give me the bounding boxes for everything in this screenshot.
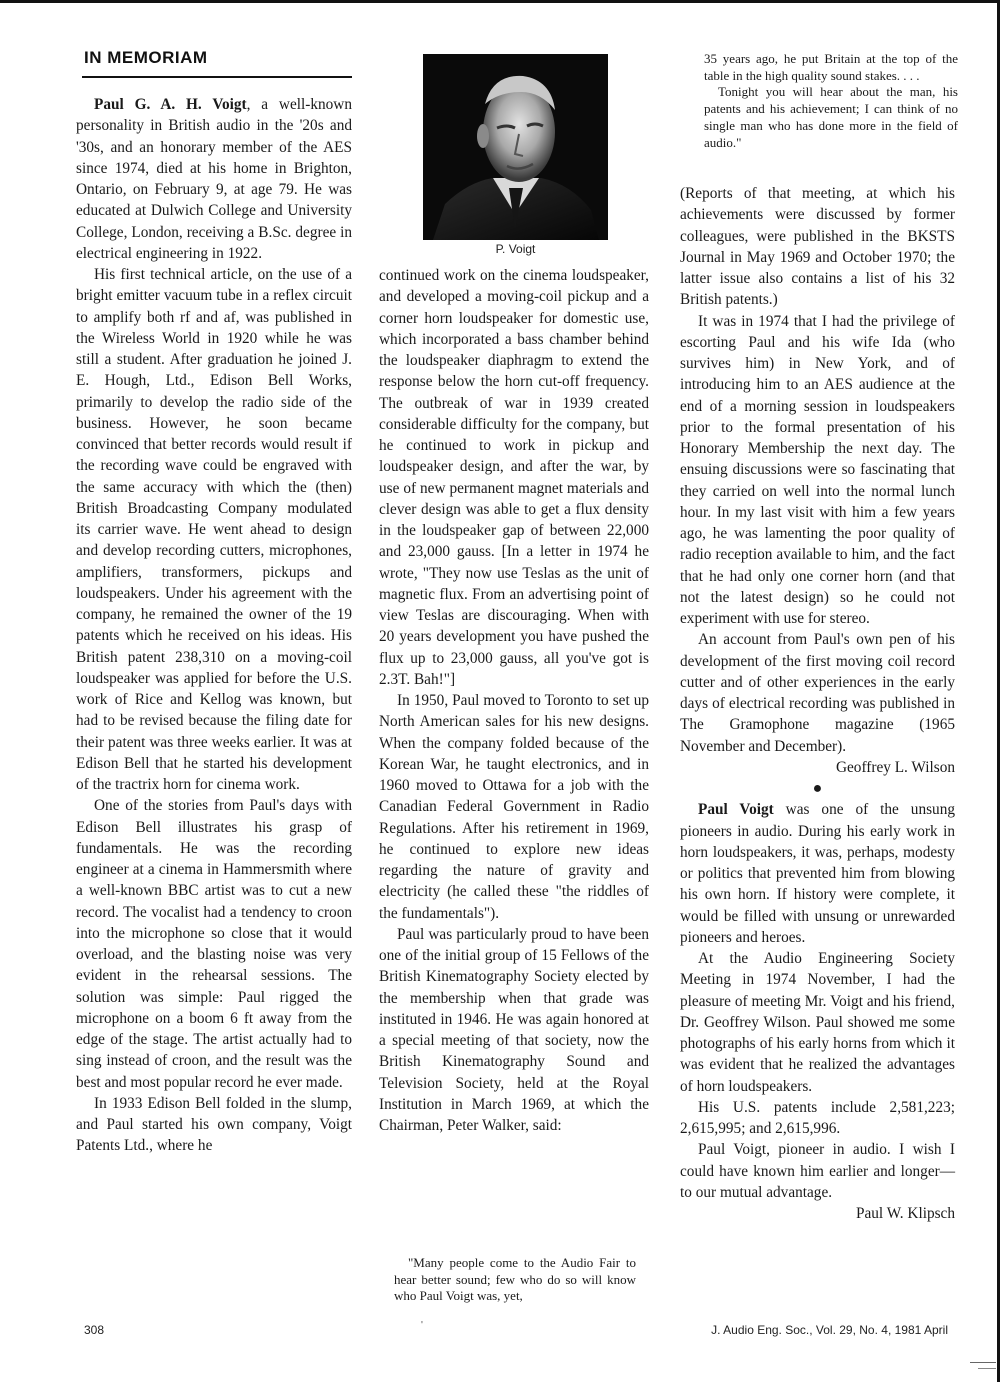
paragraph-unsung: Paul Voigt was one of the unsung pioneers in audio. During his early work in horn loudspeakers, it was, perhaps, modesty or politics that prevented him from blowing his own horn. If history were complete, it would be filled with unsung or unrewarded pioneers and heroes. xyxy=(680,801,955,946)
paragraph-continued: continued work on the cinema loudspeaker, and developed a moving-coil pickup and a corner horn loudspeaker for domestic use, which incorporated a bass chamber behind the loudspeaker diaphragm to extend the response below the horn cut-off frequency. The outbreak of war in 1939 created considerable difficulty for the company, but he continued to work in pickup and loudspeaker design, and after the war, by use of new permanent magnet materials and clever design was able to get a flux density in the loudspeaker gap of between 22,000 and 23,000 gauss. [In a letter in 1974 he wrote, "They now use Teslas as the unit of magnetic flux. From an advertising point of view Teslas are discouraging. When with 20 years development you have pushed the flux up to 23,000 gauss, all you've got is 2.3T. Bah!"] xyxy=(379,267,649,688)
paragraph-escort: It was in 1974 that I had the privilege of escorting Paul and his wife Ida (who survives him) in New York, and of introducing him to an AES audience at the end of a morning session in loudspeakers prior to the formal presentation of his Honorary Membership the next day. The ensuing discussions were so fascinating that they carried on well into the normal lunch hour. In my last visit with him a few years ago, he was lamenting the poor quality of radio reception available to him, and the fact that he had only one corner horn (and that not the latest design) so he could not experiment with use for stereo. xyxy=(680,312,955,627)
top-border xyxy=(0,0,1000,3)
corner-mark-2 xyxy=(978,1368,996,1369)
column-1 xyxy=(76,94,352,1157)
quote-part-2: Tonight you will hear about the man, his patents and his achievement; I can think of no single man who has done more in the field of audio." xyxy=(704,84,958,150)
portrait-image xyxy=(423,54,608,240)
section-rule xyxy=(82,76,352,78)
column-3 xyxy=(680,183,955,1224)
photo-caption: P. Voigt xyxy=(495,242,536,256)
lead-name: Paul G. A. H. Voigt xyxy=(94,96,247,113)
lead-name-klipsch: Paul Voigt xyxy=(698,801,774,819)
scan-mark: ' xyxy=(421,1320,423,1331)
paragraph-account: An account from Paul's own pen of his development of the first moving coil record cutter and of other experiences in the early days of electrical recording was published in The Gramophone magazine (1965 November and December). xyxy=(680,631,955,755)
quote-text: "Many people come to the Audio Fair to hear better sound; few who do so will know who Paul Voigt was, yet, xyxy=(394,1255,636,1304)
column-2 xyxy=(379,265,649,1136)
paragraph-pioneer: Paul Voigt, pioneer in audio. I wish I could have known him earlier and longer—to our mutual advantage. xyxy=(680,1141,955,1201)
signature-wilson: Geoffrey L. Wilson xyxy=(835,758,955,776)
signature-klipsch: Paul W. Klipsch xyxy=(855,1205,955,1222)
paragraph-patents: His U.S. patents include 2,581,223; 2,615,995; and 2,615,996. xyxy=(680,1098,955,1137)
section-title: IN MEMORIAM xyxy=(84,48,208,67)
paragraph-fellows: Paul was particularly proud to have been one of the initial group of 15 Fellows of the British Kinematography Society elected by the membership when that grade was instituted in 1946. He was again honored at a special meeting of that society, now the British Kinematography Sound and Television Society, held at the Royal Institution in March 1969, at which the Chairman, Peter Walker, said: xyxy=(379,925,649,1134)
quote-part-1: 35 years ago, he put Britain at the top of the table in the high quality sound stakes. . . . xyxy=(704,51,958,83)
paragraph-4: In 1933 Edison Bell folded in the slump, and Paul started his own company, Voigt Patents Ltd., where he xyxy=(76,1094,352,1155)
paragraph-3: One of the stories from Paul's days with Edison Bell illustrates his grasp of fundamentals. He was the recording engineer at a cinema in Hammersmith where a well-known BBC artist was to cut a new record. The vocalist had a tendency to croon into the microphone so close that it would overload, and the blasting noise was very evident in the rehearsal sessions. The solution was simple: Paul rigged the microphone on a boom 6 ft away from the edge of the stage. The artist actually had to sing instead of croon, and the result was the best and most popular record he ever made. xyxy=(76,797,352,1091)
journal-citation: J. Audio Eng. Soc., Vol. 29, No. 4, 1981 April xyxy=(711,1323,948,1337)
page-number: 308 xyxy=(84,1323,105,1337)
paragraph-toronto: In 1950, Paul moved to Toronto to set up North American sales for his new designs. When the company folded because of the Korean War, he taught electronics, and in 1960 moved to Ottawa for a job with the Canadian Federal Government in Radio Regulations. After his retirement in 1969, he continued to explore new ideas regarding the nature of gravity and electricity (he called these "the riddles of the fundamentals"). xyxy=(379,692,649,922)
separator-bullet: ● xyxy=(812,780,823,797)
blockquote-start xyxy=(394,1255,636,1305)
paragraph-1: Paul G. A. H. Voigt, a well-known personality in British audio in the '20s and '30s, and an honorary member of the AES since 1974, died at his home in Brighton, Ontario, on February 9, at age 79. He was educated at Dulwich College and University College, London, receiving a B.Sc. degree in electrical engineering in 1922. xyxy=(76,96,352,262)
paragraph-2: His first technical article, on the use of a bright emitter vacuum tube in a reflex circuit to amplify both rf and af, was published in the Wireless World in 1920 while he was still a student. After graduation he joined J. E. Hough, Ltd., Edison Bell Works, primarily to develop the radio side of the business. However, he soon became convinced that better records would result if the recording wave could be engraved with the same accuracy with which the (then) British Broadcasting Company modulated its carrier wave. He went ahead to design and develop recording cutters, microphones, amplifiers, transformers, pickups and loudspeakers. Under his agreement with the company, he remained the owner of the 19 patents which he received on his ideas. His British patent 238,310 on a moving-coil loudspeaker was applied for before the U.S. work of Rice and Kellog was known, but had to be revised because the filing date for their patent was three weeks earlier. It was at Edison Bell that he started his development of the tractrix horn for cinema work. xyxy=(76,266,352,793)
paragraph-meeting: At the Audio Engineering Society Meeting in 1974 November, I had the pleasure of meeting Mr. Voigt and his friend, Dr. Geoffrey Wilson. Paul showed me some photographs of his early horns from which it was evident that he realized the advantages of horn loudspeakers. xyxy=(680,950,955,1095)
corner-mark xyxy=(970,1362,996,1363)
blockquote-end xyxy=(704,51,958,151)
paragraph-reports: (Reports of that meeting, at which his achievements were discussed by former colleagues, were published in the BKSTS Journal in May 1969 and October 1970; the latter issue also contains a list of his 32 British patents.) xyxy=(680,185,955,309)
portrait-photo xyxy=(423,54,608,240)
